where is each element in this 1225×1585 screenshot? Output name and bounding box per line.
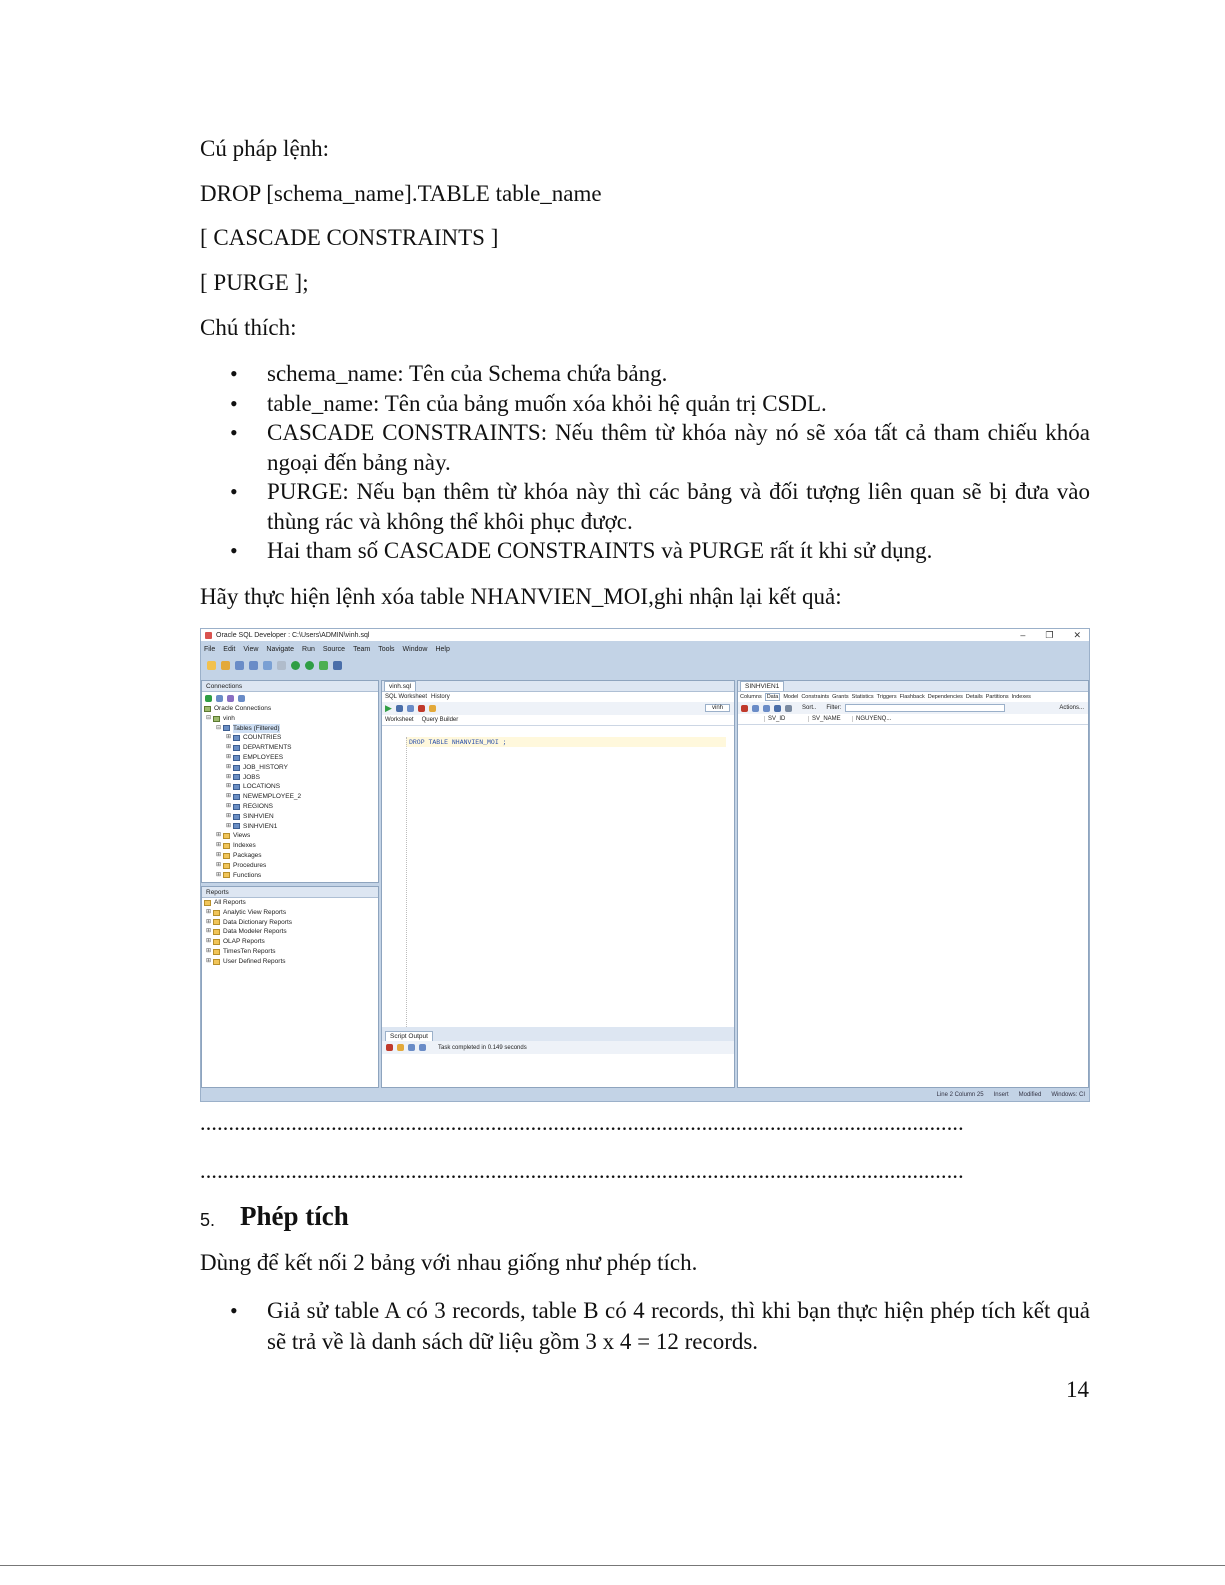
- table-tabs: [738, 681, 1088, 692]
- syntax-line-1: DROP [schema_name].TABLE table_name: [200, 181, 602, 206]
- tab-model[interactable]: Model: [783, 694, 799, 700]
- eraser-icon[interactable]: [397, 1044, 404, 1051]
- back-icon[interactable]: [291, 661, 300, 670]
- syntax-label: Cú pháp lệnh:: [200, 136, 330, 161]
- tab-grants[interactable]: Grants: [832, 694, 849, 700]
- section-intro: Dùng để kết nối 2 bảng với nhau giống như phép tích.: [200, 1250, 698, 1275]
- file-tab[interactable]: vinh.sql: [384, 681, 416, 691]
- filter-input[interactable]: [845, 704, 1005, 712]
- syntax-line-2: [ CASCADE CONSTRAINTS ]: [200, 225, 499, 250]
- note-item: • table_name: Tên của bảng muốn xóa khỏi hệ quản trị CSDL.: [200, 389, 1090, 419]
- menu-tools[interactable]: Tools: [378, 645, 395, 653]
- table-node[interactable]: ⊞ DEPARTMENTS: [226, 744, 292, 752]
- report-node[interactable]: ⊞ Data Modeler Reports: [206, 928, 287, 936]
- app-icon: [205, 632, 212, 639]
- menu-view[interactable]: View: [243, 645, 259, 653]
- editor-tabs: [382, 681, 734, 692]
- answer-line-2: ......................................................................................................................................: [200, 1158, 964, 1183]
- save-all-icon[interactable]: [249, 661, 258, 670]
- table-node[interactable]: ⊞ EMPLOYEES: [226, 753, 284, 761]
- tree-node[interactable]: ⊞ Functions: [216, 871, 262, 879]
- save-output-icon[interactable]: [408, 1044, 415, 1051]
- table-node[interactable]: ⊞ REGIONS: [226, 802, 273, 810]
- line-ending: Windows: CI: [1051, 1092, 1085, 1098]
- status-bar: [201, 1089, 1089, 1101]
- window-titlebar: [201, 629, 1089, 641]
- minimize-icon[interactable]: –: [1020, 630, 1026, 640]
- table-tab[interactable]: SINHVIEN1: [740, 681, 784, 691]
- report-node[interactable]: ⊞ Analytic View Reports: [206, 908, 287, 916]
- freeze-icon[interactable]: [741, 705, 748, 712]
- notes-list: [200, 359, 1090, 566]
- actions-button[interactable]: Actions...: [1059, 705, 1084, 711]
- tab-constraints[interactable]: Constraints: [801, 694, 830, 700]
- report-node[interactable]: ⊞ OLAP Reports: [206, 938, 265, 946]
- menu-help[interactable]: Help: [435, 645, 450, 653]
- tree-node[interactable]: ⊞ Indexes: [216, 842, 256, 850]
- clear-icon[interactable]: [429, 705, 436, 712]
- insert-mode: Insert: [993, 1092, 1009, 1098]
- reports-tree: [202, 898, 378, 967]
- notes-label: Chú thích:: [200, 315, 297, 340]
- add-connection-icon[interactable]: [205, 695, 212, 702]
- table-node[interactable]: ⊞ COUNTRIES: [226, 734, 282, 742]
- tab-details[interactable]: Details: [965, 694, 983, 700]
- menu-file[interactable]: File: [204, 645, 216, 653]
- section-list: [200, 1295, 1090, 1357]
- run-script-icon[interactable]: [396, 705, 403, 712]
- answer-line-1: ......................................................................................................................................: [200, 1110, 964, 1135]
- rollback-data-icon[interactable]: [785, 705, 792, 712]
- table-node[interactable]: ⊞ JOB_HISTORY: [226, 763, 288, 771]
- filter-label: Filter:: [826, 705, 842, 711]
- insert-row-icon[interactable]: [752, 705, 759, 712]
- save-icon[interactable]: [235, 661, 244, 670]
- main-toolbar: [201, 657, 1089, 673]
- tab-worksheet[interactable]: Worksheet: [385, 717, 414, 723]
- sql-code[interactable]: DROP TABLE NHANVIEN_MOI ;: [409, 739, 507, 746]
- tree-node[interactable]: Oracle Connections: [204, 704, 378, 714]
- column-header[interactable]: SV_ID: [764, 716, 808, 722]
- window-title: Oracle SQL Developer : C:\Users\ADMIN\vinh.sql: [216, 631, 370, 639]
- new-icon[interactable]: [207, 661, 216, 670]
- modified-status: Modified: [1018, 1092, 1042, 1098]
- table-node[interactable]: ⊞ JOBS: [226, 773, 260, 781]
- sql-developer-screenshot: [200, 628, 1090, 1102]
- data-grid-header: [738, 714, 1088, 725]
- sort-button[interactable]: Sort..: [802, 705, 817, 711]
- note-item: • CASCADE CONSTRAINTS: Nếu thêm từ khóa này nó sẽ xóa tất cả tham chiếu khóa ngoại đến bảng này.: [200, 418, 1090, 477]
- menu-bar: [201, 643, 1089, 655]
- connection-select[interactable]: vinh: [705, 704, 730, 712]
- tab-triggers[interactable]: Triggers: [876, 694, 897, 700]
- debug-icon[interactable]: [319, 661, 328, 670]
- filter-icon[interactable]: [227, 695, 234, 702]
- tree-node[interactable]: ⊞ Views: [216, 832, 251, 840]
- report-node[interactable]: ⊞ TimesTen Reports: [206, 947, 276, 955]
- column-header[interactable]: SV_NAME: [808, 716, 852, 722]
- reports-panel: [201, 886, 379, 1088]
- section-number: 5.: [200, 1210, 216, 1230]
- menu-team[interactable]: Team: [353, 645, 371, 653]
- open-icon[interactable]: [221, 661, 230, 670]
- rollback-icon[interactable]: [418, 705, 425, 712]
- undo-icon[interactable]: [263, 661, 272, 670]
- page-number: 14: [1066, 1377, 1089, 1402]
- redo-icon[interactable]: [277, 661, 286, 670]
- output-status: Task completed in 0.149 seconds: [438, 1044, 527, 1051]
- table-view-panel: [737, 680, 1089, 1088]
- editor-panel: [381, 680, 735, 1088]
- tab-statistics[interactable]: Statistics: [851, 694, 874, 700]
- tab-indexes[interactable]: Indexes: [1011, 694, 1031, 700]
- connections-tree: [202, 704, 378, 880]
- note-item: • Hai tham số CASCADE CONSTRAINTS và PURGE rất ít khi sử dụng.: [200, 536, 1090, 566]
- schema-browser-icon[interactable]: [238, 695, 245, 702]
- report-node[interactable]: ⊞ Data Dictionary Reports: [206, 918, 292, 926]
- task-text: Hãy thực hiện lệnh xóa table NHANVIEN_MOI,ghi nhận lại kết quả:: [200, 584, 842, 609]
- tree-node[interactable]: ⊞ Packages: [216, 851, 262, 859]
- reports-title: Reports: [202, 887, 378, 898]
- maximize-icon[interactable]: ❐: [1045, 630, 1054, 640]
- pin-icon[interactable]: [386, 1044, 393, 1051]
- section-title: Phép tích: [240, 1201, 349, 1231]
- tab-flashback[interactable]: Flashback: [899, 694, 925, 700]
- table-node[interactable]: ⊞ NEWEMPLOYEE_2: [226, 793, 302, 801]
- tree-node[interactable]: All Reports: [204, 898, 378, 908]
- column-header[interactable]: NGUYENQ...: [852, 716, 896, 722]
- connections-panel: [201, 680, 379, 883]
- menu-source[interactable]: Source: [322, 645, 346, 653]
- section-item: • Giả sử table A có 3 records, table B có 4 records, thì khi bạn thực hiện phép tích kết quả sẽ trả về là danh sách dữ liệu gồm 3 x 4 = 12 records.: [200, 1295, 1090, 1357]
- tab-data[interactable]: Data: [766, 694, 779, 700]
- tab-dependencies[interactable]: Dependencies: [927, 694, 963, 700]
- connections-title: Connections: [202, 681, 378, 692]
- note-item: • schema_name: Tên của Schema chứa bảng.: [200, 359, 1090, 389]
- delete-row-icon[interactable]: [763, 705, 770, 712]
- tab-sql-worksheet[interactable]: SQL Worksheet: [385, 694, 428, 700]
- note-item: • PURGE: Nếu bạn thêm từ khóa này thì các bảng và đối tượng liên quan sẽ bị đưa vào thùng rác và không thể khôi phục được.: [200, 477, 1090, 536]
- menu-navigate[interactable]: Navigate: [266, 645, 295, 653]
- tab-partitions[interactable]: Partitions: [985, 694, 1009, 700]
- tab-history[interactable]: History: [431, 694, 450, 700]
- print-icon[interactable]: [419, 1044, 426, 1051]
- report-node[interactable]: ⊞ User Defined Reports: [206, 957, 286, 965]
- commit-icon[interactable]: [407, 705, 414, 712]
- close-icon[interactable]: ✕: [1073, 630, 1081, 640]
- table-node[interactable]: ⊞ SINHVIEN: [226, 812, 274, 820]
- forward-icon[interactable]: [305, 661, 314, 670]
- cursor-position: Line 2 Column 25: [936, 1092, 984, 1098]
- syntax-line-3: [ PURGE ];: [200, 270, 309, 295]
- menu-window[interactable]: Window: [402, 645, 428, 653]
- script-output-tab[interactable]: Script Output: [385, 1031, 433, 1041]
- tab-query-builder[interactable]: Query Builder: [421, 717, 459, 723]
- refresh-icon[interactable]: [216, 695, 223, 702]
- table-node[interactable]: ⊞ SINHVIEN1: [226, 822, 278, 830]
- tree-node[interactable]: ⊟ vinh: [206, 714, 235, 722]
- monitor-icon[interactable]: [333, 661, 342, 670]
- tree-node[interactable]: ⊟ Tables (Filtered): [216, 724, 280, 732]
- run-statement-icon[interactable]: ▶: [385, 703, 392, 713]
- tab-columns[interactable]: Columns: [740, 694, 762, 700]
- menu-edit[interactable]: Edit: [223, 645, 236, 653]
- tree-node[interactable]: ⊞ Procedures: [216, 861, 267, 869]
- menu-run[interactable]: Run: [302, 645, 315, 653]
- page-divider: [0, 1565, 1225, 1566]
- commit-data-icon[interactable]: [774, 705, 781, 712]
- table-node[interactable]: ⊞ LOCATIONS: [226, 783, 281, 791]
